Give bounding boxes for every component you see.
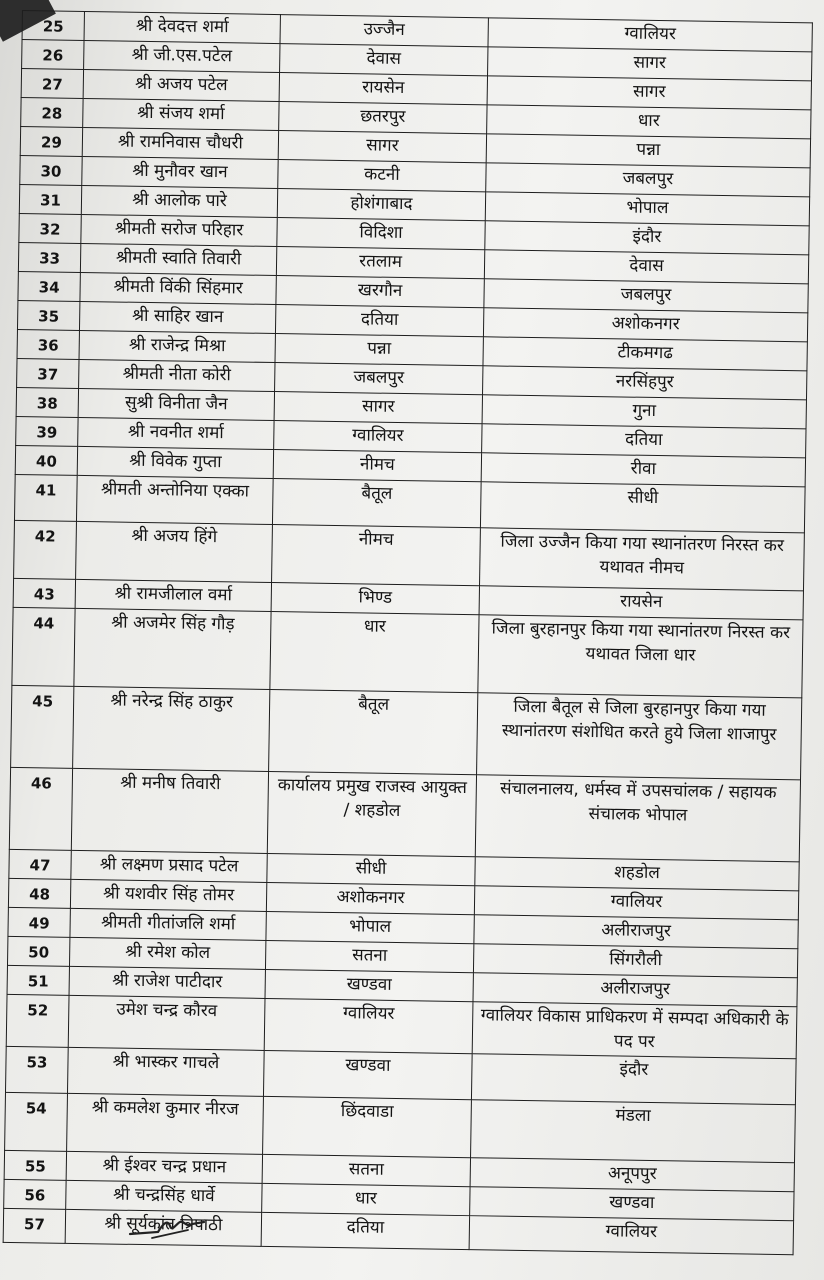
new-posting: पन्ना xyxy=(486,134,810,168)
officer-name: श्री चन्द्रसिंह धार्वे xyxy=(66,1180,262,1212)
serial-number: 31 xyxy=(19,184,81,214)
new-posting: गुना xyxy=(482,395,806,429)
new-posting: अलीराजपुर xyxy=(474,915,798,949)
new-posting: रायसेन xyxy=(479,586,803,620)
current-posting: ग्वालियर xyxy=(264,998,473,1053)
new-posting: सीधी xyxy=(480,482,805,533)
officer-name: श्री कमलेश कुमार नीरज xyxy=(67,1093,264,1154)
serial-number: 48 xyxy=(8,878,70,908)
officer-name: श्री नवनीत शर्मा xyxy=(78,417,274,449)
officer-name: श्रीमती अन्तोनिया एक्का xyxy=(76,475,273,524)
officer-name: श्री जी.एस.पटेल xyxy=(84,40,280,72)
current-posting: होशंगाबाद xyxy=(277,189,485,221)
current-posting: नीमच xyxy=(273,450,481,482)
current-posting: छिंदवाडा xyxy=(263,1096,472,1157)
current-posting: खण्डवा xyxy=(263,1050,472,1099)
current-posting: रतलाम xyxy=(276,247,484,279)
serial-number: 37 xyxy=(17,358,79,388)
officer-name: श्रीमती नीता कोरी xyxy=(79,359,275,391)
current-posting: नीमच xyxy=(272,524,481,585)
officer-name: श्री रमेश कोल xyxy=(69,937,265,969)
officer-name: श्री अजय पटेल xyxy=(83,69,279,101)
new-posting: मंडला xyxy=(471,1100,796,1163)
officer-name: श्री रामनिवास चौधरी xyxy=(82,127,278,159)
current-posting: सागर xyxy=(278,131,486,163)
new-posting: सागर xyxy=(487,76,811,110)
new-posting: भोपाल xyxy=(485,192,809,226)
table-row xyxy=(9,767,800,861)
current-posting: ग्वालियर xyxy=(274,421,482,453)
serial-number: 38 xyxy=(16,387,78,417)
new-posting: ग्वालियर xyxy=(474,886,798,920)
officer-name: श्री अजय हिंगे xyxy=(76,521,273,582)
new-posting: ग्वालियर xyxy=(469,1216,793,1255)
new-posting: जबलपुर xyxy=(484,279,808,313)
officer-name: श्री रामजीलाल वर्मा xyxy=(75,579,271,611)
current-posting: रायसेन xyxy=(279,73,487,105)
current-posting: कार्यालय प्रमुख राजस्व आयुक्त / शहडोल xyxy=(267,771,476,856)
new-posting: ग्वालियर xyxy=(488,18,812,52)
new-posting: सागर xyxy=(488,47,812,81)
serial-number: 42 xyxy=(14,520,77,579)
current-posting: विदिशा xyxy=(277,218,485,250)
serial-number: 54 xyxy=(5,1092,68,1151)
current-posting: सागर xyxy=(274,392,482,424)
serial-number: 28 xyxy=(21,97,83,127)
signature xyxy=(128,1212,208,1242)
new-posting: शहडोल xyxy=(475,857,799,891)
serial-number: 46 xyxy=(9,767,72,850)
officer-name: श्रीमती विंकी सिंहमार xyxy=(80,272,276,304)
serial-number: 35 xyxy=(17,300,79,330)
current-posting: छतरपुर xyxy=(279,102,487,134)
new-posting: धार xyxy=(487,105,811,139)
officer-name: श्री मुनौवर खान xyxy=(82,156,278,188)
serial-number: 55 xyxy=(4,1150,66,1180)
new-posting: अलीराजपुर xyxy=(473,973,797,1007)
officer-name: श्री भास्कर गाचले xyxy=(67,1047,264,1096)
new-posting: जिला उज्जैन किया गया स्थानांतरण निरस्त कर यथावत नीमच xyxy=(480,528,805,591)
serial-number: 43 xyxy=(13,578,75,608)
serial-number: 32 xyxy=(19,213,81,243)
current-posting: सतना xyxy=(262,1154,470,1186)
officer-name: सुश्री विनीता जैन xyxy=(78,388,274,420)
new-posting: खण्डवा xyxy=(470,1187,794,1221)
serial-number: 33 xyxy=(18,242,80,272)
serial-number: 47 xyxy=(9,849,71,879)
officer-name: श्रीमती स्वाति तिवारी xyxy=(80,243,276,275)
serial-number: 36 xyxy=(17,329,79,359)
new-posting: संचालनालय, धर्मस्व में उपसचांलक / सहायक संचालक भोपाल xyxy=(475,775,800,862)
current-posting: सतना xyxy=(265,940,473,972)
current-posting: धार xyxy=(262,1183,470,1215)
new-posting: इंदौर xyxy=(471,1054,796,1105)
table-row xyxy=(11,685,802,779)
serial-number: 57 xyxy=(3,1208,66,1243)
serial-number: 50 xyxy=(7,936,69,966)
serial-number: 51 xyxy=(7,965,69,995)
officer-name: श्री देवदत्त शर्मा xyxy=(84,11,280,43)
serial-number: 29 xyxy=(20,126,82,156)
officer-name: श्री संजय शर्मा xyxy=(83,98,279,130)
officer-name: श्री अजमेर सिंह गौड़ xyxy=(74,608,271,689)
current-posting: खरगौन xyxy=(276,276,484,308)
serial-number: 27 xyxy=(21,69,83,99)
new-posting: जबलपुर xyxy=(486,163,810,197)
serial-number: 39 xyxy=(16,416,78,446)
current-posting: खण्डवा xyxy=(265,969,473,1001)
officer-name: श्री ईश्वर चन्द्र प्रधान xyxy=(66,1151,262,1183)
officer-name: श्री साहिर खान xyxy=(79,301,275,333)
new-posting: अशोकनगर xyxy=(483,308,807,342)
transfer-table xyxy=(3,10,813,1255)
new-posting: दतिया xyxy=(482,424,806,458)
new-posting: जिला बुरहानपुर किया गया स्थानांतरण निरस्त कर यथावत जिला धार xyxy=(478,615,803,698)
table-row xyxy=(12,607,803,697)
serial-number: 26 xyxy=(22,40,84,70)
current-posting: भोपाल xyxy=(266,911,474,943)
current-posting: जबलपुर xyxy=(275,363,483,395)
serial-number: 53 xyxy=(5,1046,68,1093)
current-posting: भिण्ड xyxy=(271,582,479,614)
new-posting: इंदौर xyxy=(485,221,809,255)
serial-number: 44 xyxy=(12,607,75,686)
officer-name: श्रीमती गीतांजलि शर्मा xyxy=(70,908,266,940)
transfer-list xyxy=(3,10,812,1255)
current-posting: धार xyxy=(270,611,479,692)
officer-name: श्री आलोक पारे xyxy=(81,185,277,217)
new-posting: जिला बैतूल से जिला बुरहानपुर किया गया स्थानांतरण संशोधित करते हुये जिला शाजापुर xyxy=(477,693,802,780)
officer-name: उमेश चन्द्र कौरव xyxy=(68,995,265,1050)
new-posting: अनूपपुर xyxy=(470,1158,794,1192)
serial-number: 40 xyxy=(15,445,77,475)
current-posting: देवास xyxy=(280,44,488,76)
current-posting: सीधी xyxy=(267,853,475,885)
new-posting: देवास xyxy=(484,250,808,284)
officer-name: श्री यशवीर सिंह तोमर xyxy=(70,879,266,911)
serial-number: 25 xyxy=(22,11,84,41)
new-posting: रीवा xyxy=(481,453,805,487)
new-posting: ग्वालियर विकास प्राधिकरण में सम्पदा अधिकारी के पद पर xyxy=(472,1002,797,1059)
current-posting: बैतूल xyxy=(269,689,478,774)
table-body xyxy=(3,11,812,1255)
new-posting: सिंगरौली xyxy=(473,944,797,978)
new-posting: टीकमगढ xyxy=(483,337,807,371)
current-posting: बैतूल xyxy=(272,479,481,528)
officer-name: श्रीमती सरोज परिहार xyxy=(81,214,277,246)
officer-name: श्री नरेन्द्र सिंह ठाकुर xyxy=(73,686,270,771)
officer-name: श्री मनीष तिवारी xyxy=(71,768,268,853)
current-posting: पन्ना xyxy=(275,334,483,366)
serial-number: 49 xyxy=(8,907,70,937)
current-posting: कटनी xyxy=(278,160,486,192)
serial-number: 34 xyxy=(18,271,80,301)
current-posting: अशोकनगर xyxy=(266,882,474,914)
officer-name: श्री विवेक गुप्ता xyxy=(77,446,273,478)
current-posting: दतिया xyxy=(261,1212,470,1249)
officer-name: श्री लक्ष्मण प्रसाद पटेल xyxy=(71,850,267,882)
officer-name: श्री सूर्यकांत त्रिपाठी xyxy=(65,1209,262,1246)
current-posting: दतिया xyxy=(275,305,483,337)
serial-number: 30 xyxy=(20,155,82,185)
officer-name: श्री राजेश पाटीदार xyxy=(69,966,265,998)
serial-number: 45 xyxy=(11,685,74,768)
serial-number: 56 xyxy=(4,1179,66,1209)
officer-name: श्री राजेन्द्र मिश्रा xyxy=(79,330,275,362)
current-posting: उज्जैन xyxy=(280,15,488,47)
new-posting: नरसिंहपुर xyxy=(483,366,807,400)
serial-number: 52 xyxy=(6,994,69,1047)
serial-number: 41 xyxy=(14,474,77,521)
